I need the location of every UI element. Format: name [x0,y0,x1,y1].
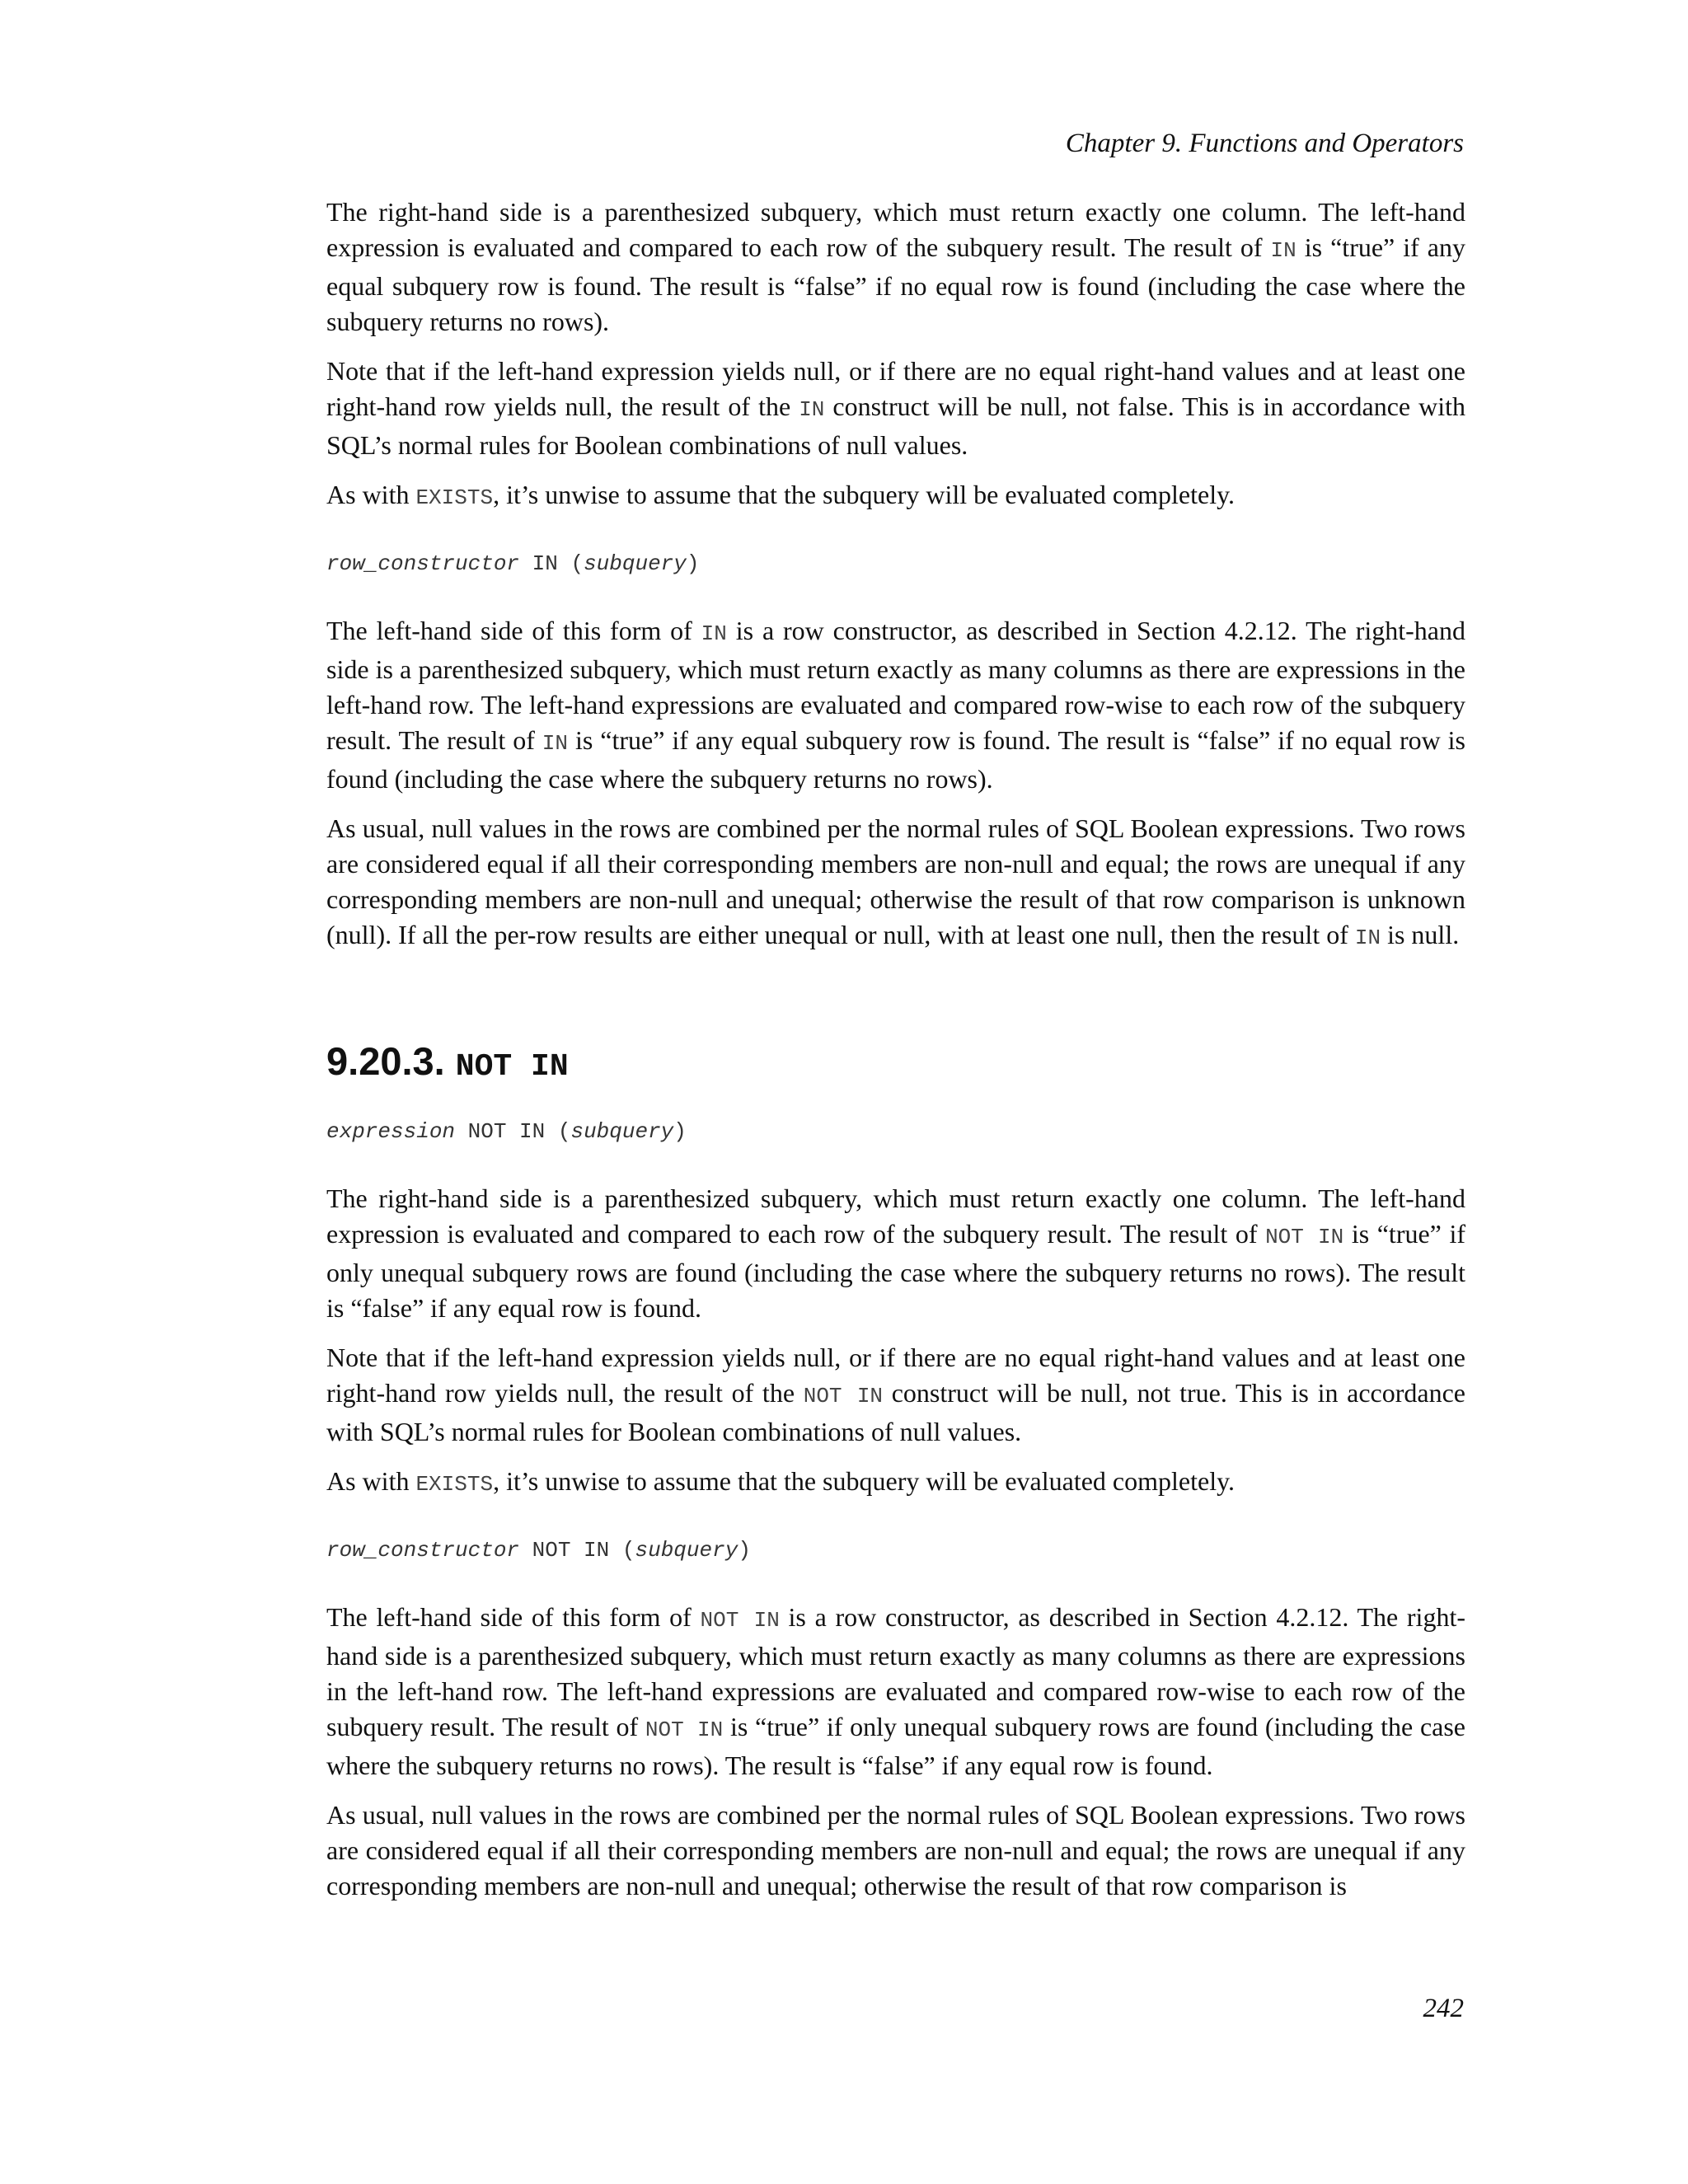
page-number: 242 [1423,1994,1464,2023]
inline-code: IN [542,731,569,756]
paragraph-not-in-single-column [326,1181,1465,1326]
text: As usual, null values in the rows are combined per the normal rules of SQL Boolean expressions. Two rows are considered equal if all their corresponding members are non-null and equal; the rows are unequal if any corresponding members are non-null and unequal; otherwise the result of that row comparison is unknown (null). If all the per-row results are either unequal or null, with at least one null, then the result of [326,813,1465,949]
paragraph-not-in-row-constructor [326,1600,1465,1783]
inline-code: NOT IN [700,1608,780,1633]
text: is null. [1381,920,1460,949]
text: As with [326,480,416,509]
paragraph-in-single-column [326,194,1465,340]
synopsis-close: ) [673,1119,687,1144]
text: is “true” if only unequal subquery rows are found (including the case where the subquery returns no rows). The result is “false” if any equal row is found. [326,1219,1466,1323]
text: Note that if the left-hand expression yields null, or if there are no equal right-hand values and at least one right-hand row yields null, the result of the [326,1343,1465,1408]
text: The left-hand side of this form of [326,1602,701,1632]
synopsis-keyword: IN ( [519,551,584,576]
text: construct will be null, not true. This is in accordance with SQL’s normal rules for Boolean combinations of null values. [326,1378,1466,1446]
synopsis-close: ) [686,551,700,576]
synopsis-argument: subquery [584,551,687,576]
paragraph-not-in-null-rules [326,1797,1465,1904]
synopsis-argument: row_constructor [326,1538,520,1563]
paragraph-in-null-note [326,354,1465,463]
text: As usual, null values in the rows are combined per the normal rules of SQL Boolean expressions. Two rows are considered equal if all their corresponding members are non-null and equal; the rows are unequal if any corresponding members are non-null and unequal; otherwise the result of that row comparison is [326,1800,1465,1900]
synopsis-argument: subquery [635,1538,738,1563]
inline-code: EXISTS [415,485,494,510]
paragraph-not-in-exists-note [326,1464,1465,1502]
inline-code: EXISTS [415,1472,494,1497]
text: is “true” if any equal subquery row is found. The result is “false” if no equal row is found (including the case where the subquery returns no rows). [326,232,1466,336]
text: construct will be null, not false. This is in accordance with SQL’s normal rules for Boolean combinations of null values. [326,391,1466,460]
paragraph-not-in-null-note [326,1340,1465,1450]
synopsis-argument: subquery [570,1119,674,1144]
inline-code: IN [799,397,825,422]
text: , it’s unwise to assume that the subquery will be evaluated completely. [493,480,1236,509]
section-number: 9.20.3. [326,1039,445,1083]
text: is a row constructor, as described in Section 4.2.12. The right-hand side is a parenthesized subquery, which must return exactly as many columns as there are expressions in the left-hand row. The left-hand expressions are evaluated and compared row-wise to each row of the subquery result. The result of [326,616,1466,755]
paragraph-in-row-constructor [326,613,1465,797]
running-header: Chapter 9. Functions and Operators [1065,129,1464,158]
text: is “true” if any equal subquery row is found. The result is “false” if no equal row is found (including the case where the subquery returns no rows). [326,725,1466,794]
paragraph-in-null-rules [326,811,1465,956]
paragraph-in-exists-note [326,477,1465,516]
inline-code: IN [1354,926,1381,950]
text: As with [326,1466,416,1496]
text: The left-hand side of this form of [326,616,701,645]
synopsis-expression-not-in [326,1115,1465,1148]
synopsis-row-constructor-in [326,547,1465,580]
synopsis-argument: expression [326,1119,456,1144]
text: , it’s unwise to assume that the subquery will be evaluated completely. [493,1466,1236,1496]
synopsis-row-constructor-not-in [326,1534,1465,1567]
synopsis-keyword: NOT IN ( [519,1538,635,1563]
text: is “true” if only unequal subquery rows are found (including the case where the subquery returns no rows). The result is “false” if any equal row is found. [326,1712,1466,1780]
inline-code: IN [701,621,727,646]
inline-code: NOT IN [1265,1225,1344,1249]
synopsis-argument: row_constructor [326,551,520,576]
inline-code: NOT IN [645,1718,724,1742]
text: The right-hand side is a parenthesized subquery, which must return exactly one column. The left-hand expression is evaluated and compared to each row of the subquery result. The result of [326,197,1465,262]
text: The right-hand side is a parenthesized subquery, which must return exactly one column. The left-hand expression is evaluated and compared to each row of the subquery result. The result of [326,1183,1465,1249]
synopsis-keyword: NOT IN ( [455,1119,571,1144]
text: Note that if the left-hand expression yields null, or if there are no equal right-hand values and at least one right-hand row yields null, the result of the [326,356,1465,421]
section-title-code: NOT IN [455,1049,569,1085]
page-body [326,194,1465,1918]
text: is a row constructor, as described in Section 4.2.12. The right-hand side is a parenthesized subquery, which must return exactly as many columns as there are expressions in the left-hand row. The left-hand expressions are evaluated and compared row-wise to each row of the subquery result. The result of [326,1602,1465,1741]
inline-code: NOT IN [803,1384,884,1408]
inline-code: IN [1270,238,1296,263]
section-heading [326,1038,1465,1090]
synopsis-close: ) [738,1538,751,1563]
